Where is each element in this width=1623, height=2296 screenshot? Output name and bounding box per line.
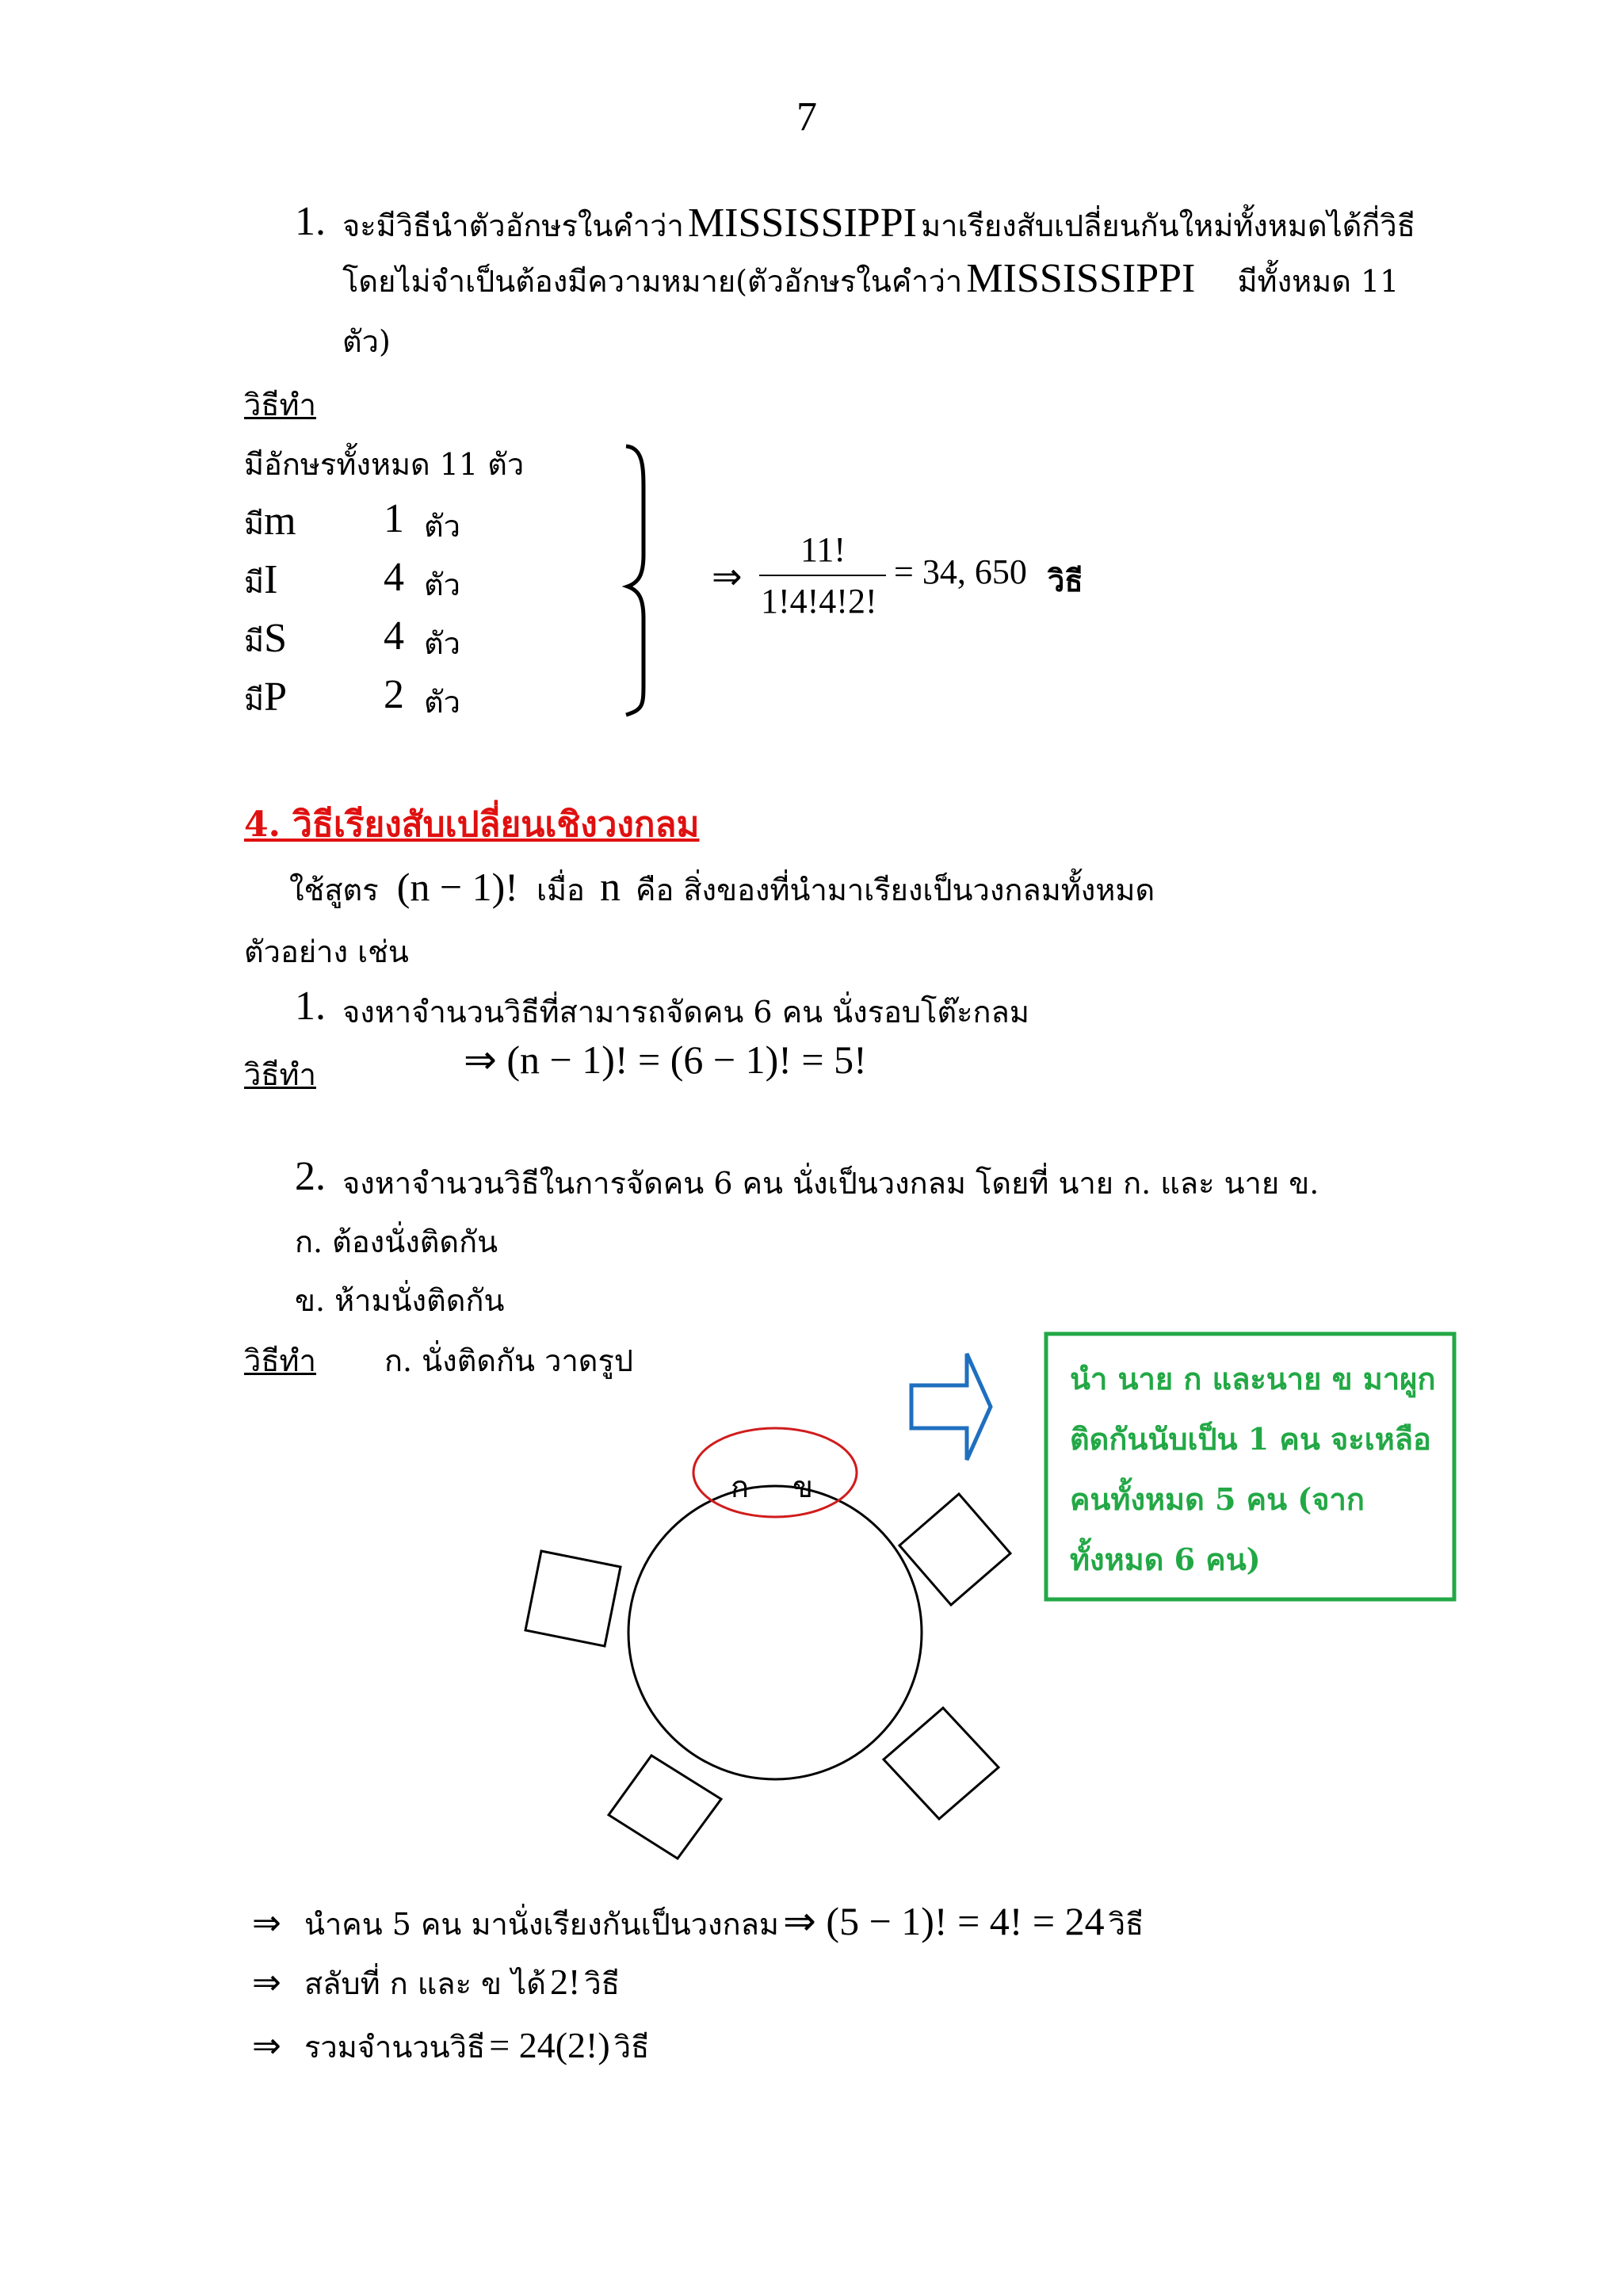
solution-label: วิธีทำ	[244, 388, 316, 422]
chair-left	[525, 1551, 621, 1646]
implies-arrow: ⇒	[712, 556, 743, 597]
chair-lower-right	[884, 1708, 999, 1819]
example-label: ตัวอย่าง เช่น	[244, 934, 409, 969]
ex2-text: จงหาจำนวนวิธีในการจัดคน 6 คน นั่งเป็นวงกลม โดยที่ นาย ก. และ นาย ข.	[342, 1166, 1319, 1201]
chair-upper-right	[899, 1494, 1010, 1605]
letter-row-s: มีS	[244, 616, 287, 661]
count-m: 1	[384, 496, 404, 541]
letter-row-i: มีI	[244, 557, 278, 602]
ex1-text: จงหาจำนวนวิธีที่สามารถจัดคน 6 คน นั่งรอบโต๊ะกลม	[342, 995, 1029, 1030]
problem1-number: 1.	[295, 199, 326, 244]
unit-i: ตัว	[424, 567, 461, 602]
fraction-result: = 34, 650	[894, 552, 1027, 591]
ex1-number: 1.	[295, 984, 326, 1029]
note-line-2: ติดกันนับเป็น 1 คน จะเหลือ	[1070, 1421, 1431, 1457]
ex2-number: 2.	[295, 1154, 326, 1199]
problem1-line1: จะมีวิธีนำตัวอักษรในคำว่า MISSISSIPPI มาเรียงสับเปลี่ยนกันใหม่ทั้งหมดได้กี่วิธี	[342, 201, 1415, 246]
letter-row-m: มีm	[244, 499, 296, 544]
unit-p: ตัว	[424, 685, 461, 720]
right-arrow-icon	[911, 1354, 991, 1460]
problem1-line3: ตัว)	[342, 324, 391, 359]
brace-icon	[626, 446, 643, 715]
round-table	[628, 1486, 922, 1779]
letter-total: มีอักษรทั้งหมด 11 ตัว	[244, 447, 525, 482]
note-line-1: นำ นาย ก และนาย ข มาผูก	[1070, 1361, 1436, 1396]
problem1-line2: โดยไม่จำเป็นต้องมีความหมาย(ตัวอักษรในคำว่า MISSISSIPPI มีทั้งหมด 11	[342, 256, 1400, 301]
result-unit: วิธี	[1048, 563, 1083, 598]
unit-m: ตัว	[424, 509, 461, 544]
seat-label-a: ก	[731, 1469, 750, 1504]
chair-lower-left	[609, 1755, 721, 1859]
fraction-denominator: 1!4!4!2!	[761, 582, 877, 621]
seat-label-b: ข	[792, 1469, 813, 1504]
ex2-condition-a: ก. ต้องนั่งติดกัน	[295, 1224, 498, 1259]
count-i: 4	[384, 555, 404, 600]
step-1: ⇒ นำคน 5 คน มานั่งเรียงกันเป็นวงกลม ⇒ (5 − 1)! = 4! = 24 วิธี	[252, 1899, 1144, 1943]
ex2-condition-b: ข. ห้ามนั่งติดกัน	[295, 1283, 505, 1318]
formula: (n − 1)!	[396, 865, 518, 909]
letter-row-p: มีP	[244, 674, 287, 720]
ex1-math: ⇒ (n − 1)! = (6 − 1)! = 5!	[464, 1037, 867, 1082]
fraction-numerator: 11!	[800, 530, 846, 569]
count-p: 2	[384, 672, 404, 717]
ex1-solution-label: วิธีทำ	[244, 1057, 316, 1092]
count-s: 4	[384, 613, 404, 659]
section-heading: 4. วิธีเรียงสับเปลี่ยนเชิงวงกลม	[244, 804, 700, 845]
ex2-solution-label: วิธีทำ	[244, 1343, 316, 1378]
note-line-4: ทั้งหมด 6 คน)	[1070, 1541, 1261, 1577]
ex2-method: ก. นั่งติดกัน วาดรูป	[384, 1343, 634, 1378]
note-box	[1070, 1349, 1435, 1590]
paired-seat-ellipse	[693, 1428, 857, 1517]
note-line-3: คนทั้งหมด 5 คน (จาก	[1070, 1481, 1365, 1517]
circular-formula-line: ใช้สูตร (n − 1)! เมื่อ n คือ สิ่งของที่นำมาเรียงเป็นวงกลมทั้งหมด	[289, 865, 1155, 910]
word-mississippi: MISSISSIPPI	[687, 201, 917, 246]
unit-s: ตัว	[424, 626, 461, 661]
step-3: ⇒ รวมจำนวนวิธี = 24(2!) วิธี	[252, 2025, 650, 2065]
page-number: 7	[796, 94, 817, 139]
step-2: ⇒ สลับที่ ก และ ข ได้ 2! วิธี	[252, 1962, 620, 2002]
